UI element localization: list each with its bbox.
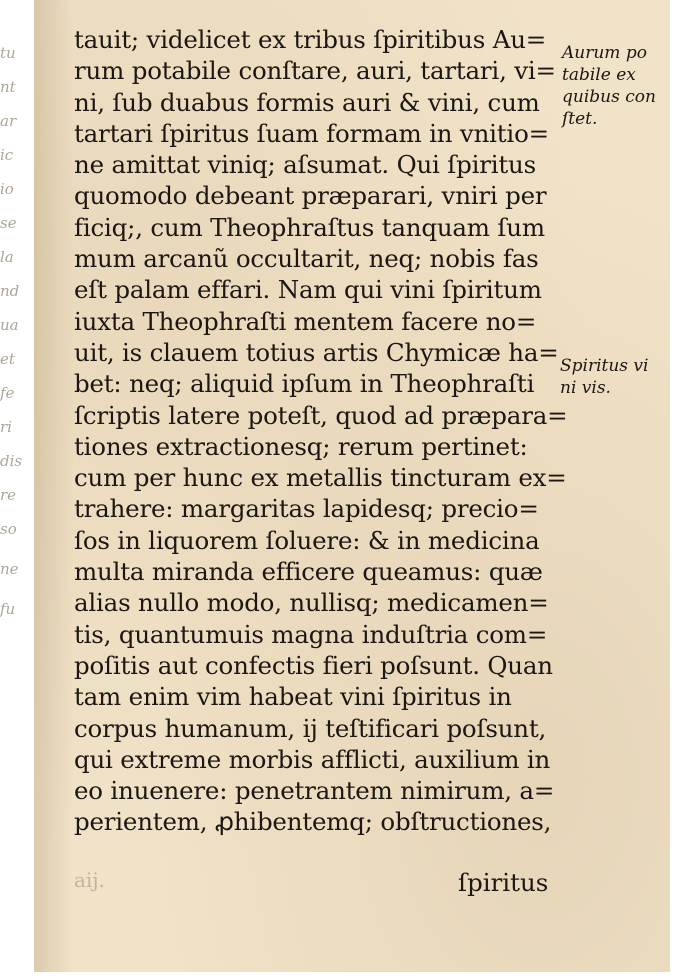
text-line: ne amittat viniq; aſsumat. Qui ſpiritus xyxy=(74,150,536,180)
text-line: uit, is clauem totius artis Chymicæ ha= xyxy=(74,337,559,367)
text-line: bet: neq; aliquid ipſum in Theophraſti xyxy=(74,369,535,399)
margin-note-line: tabile ex xyxy=(562,65,636,85)
text-line: tam enim vim habeat vini ſpiritus in xyxy=(74,682,512,712)
margin-note-line: quibus con xyxy=(562,87,656,107)
bleed-fragment: tu xyxy=(0,44,16,62)
text-line: ſos in liquorem ſoluere: & in medicina xyxy=(74,525,540,555)
bleed-fragment: ar xyxy=(0,112,17,130)
text-line: eſt palam effari. Nam qui vini ſpiritum xyxy=(74,275,542,305)
margin-note-aurum-potabile xyxy=(562,42,656,130)
text-line: tartari ſpiritus ſuam formam in vnitio= xyxy=(74,118,549,148)
bleed-fragment: so xyxy=(0,520,17,538)
text-line: tiones extractionesq; rerum pertinet: xyxy=(74,431,528,461)
text-line: qui extreme morbis afflicti, auxilium in xyxy=(74,744,551,774)
text-line: poſitis aut confectis fieri poſsunt. Quan xyxy=(74,650,553,680)
text-line: cum per hunc ex metallis tincturam ex= xyxy=(74,463,567,493)
margin-note-line: Spiritus vi xyxy=(560,356,649,376)
text-line: ſcriptis latere poteſt, quod ad præpara= xyxy=(74,400,568,430)
margin-note-line: Aurum po xyxy=(562,43,647,63)
text-line: tis, quantumuis magna induſtria com= xyxy=(74,619,548,649)
margin-note-line: ni vis. xyxy=(560,378,611,398)
margin-note-line: ſtet. xyxy=(562,109,598,129)
text-line: ni, ſub duabus formis auri & vini, cum xyxy=(74,87,540,117)
text-line: rum potabile conſtare, auri, tartari, vi= xyxy=(74,56,556,86)
text-line: ficiq;, cum Theophraſtus tanquam ſum xyxy=(74,212,545,242)
bleed-fragment: la xyxy=(0,248,14,266)
catchword: ſpiritus xyxy=(458,868,549,897)
signature-mark: aij. xyxy=(74,868,105,892)
text-line: tauit; videlicet ex tribus ſpiritibus Au= xyxy=(74,25,547,54)
text-line: multa miranda efficere queamus: quæ xyxy=(74,557,543,587)
margin-note-spiritus-vini xyxy=(560,355,648,399)
bleed-fragment: re xyxy=(0,486,17,504)
bleed-fragment: et xyxy=(0,350,15,368)
bleed-fragment: ic xyxy=(0,146,14,164)
bleed-fragment: fu xyxy=(0,600,16,618)
bleed-fragment: fe xyxy=(0,384,15,402)
text-line: trahere: margaritas lapidesq; precio= xyxy=(74,494,539,524)
text-line: perientem, ꝓhibentemq; obſtructiones, xyxy=(74,807,552,837)
text-line: iuxta Theophraſti mentem facere no= xyxy=(74,306,537,336)
bleed-fragment: ua xyxy=(0,316,19,334)
facing-page-edge xyxy=(0,0,34,972)
bleed-fragment: nt xyxy=(0,78,16,96)
text-line: eo inuenere: penetrantem nimirum, a= xyxy=(74,776,555,806)
text-line: mum arcanũ occultarit, neq; nobis fas xyxy=(74,244,539,274)
bleed-fragment: ne xyxy=(0,560,19,578)
text-line: quomodo debeant præparari, vniri per xyxy=(74,181,547,211)
body-text xyxy=(74,24,574,838)
bleed-fragment: se xyxy=(0,214,17,232)
text-line: corpus humanum, ij teſtificari poſsunt, xyxy=(74,713,547,743)
bleed-fragment: dis xyxy=(0,452,23,470)
bleed-fragment: nd xyxy=(0,282,20,300)
bleed-fragment: ri xyxy=(0,418,12,436)
bleed-fragment: io xyxy=(0,180,14,198)
text-line: alias nullo modo, nullisq; medicamen= xyxy=(74,588,549,618)
